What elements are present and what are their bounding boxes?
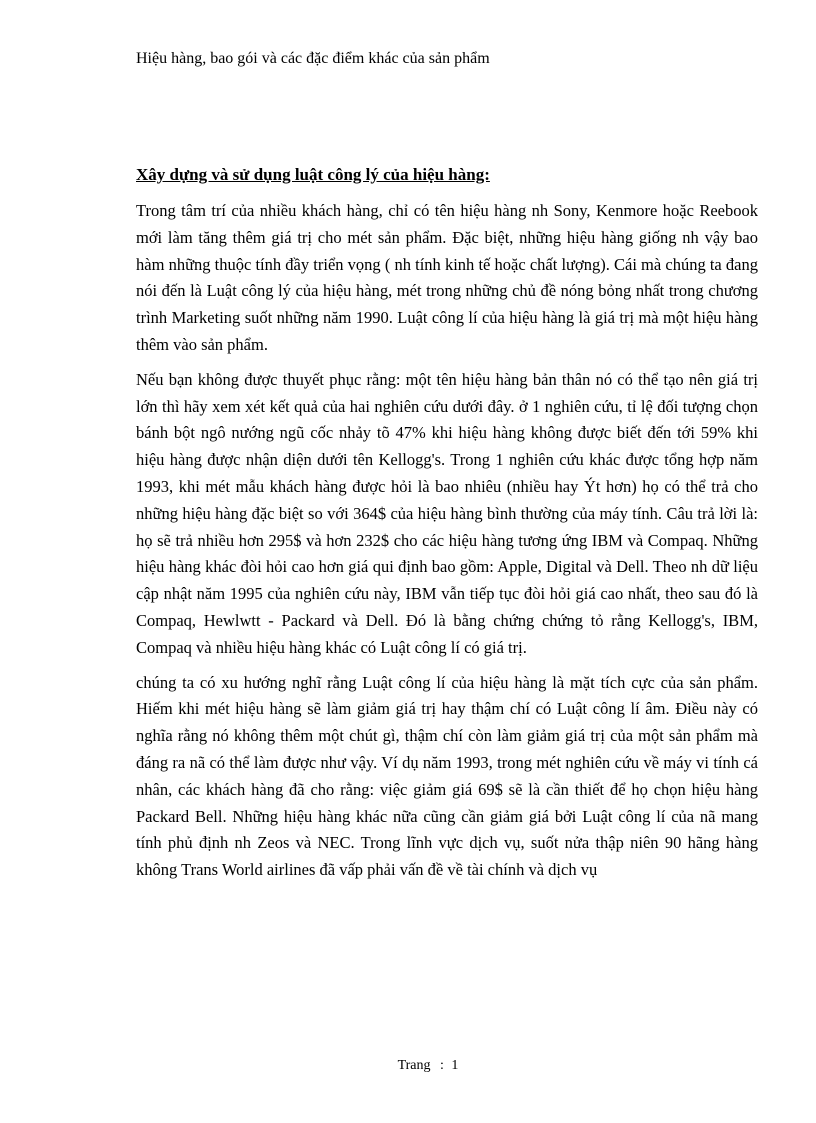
paragraph-1: Trong tâm trí của nhiều khách hàng, chỉ có tên hiệu hàng nh Sony, Kenmore hoặc Reebook mới làm tăng thêm giá trị cho mét sản phẩm. Đặc biệt, những hiệu hàng giống nh vậy bao hàm những thuộc tính đầy triển vọng ( nh tính kinh tế hoặc chất lượng). Cái mà chúng ta đang nói đến là Luật công lý của hiệu hàng, mét trong những chủ đề nóng bỏng nhất trong chương trình Marketing suốt những năm 1990. Luật công lí của hiệu hàng là giá trị mà một hiệu hàng thêm vào sản phẩm. xyxy=(136,201,758,354)
page-label: Trang xyxy=(397,1058,431,1073)
paragraph-3: chúng ta có xu hướng nghĩ rằng Luật công lí của hiệu hàng là mặt tích cực của sản phẩm. Hiếm khi mét hiệu hàng sẽ làm giảm giá trị hay thậm chí có Luật công lí âm. Điều này có nghĩa rằng nó không thêm một chút gì, thậm chí còn làm giảm giá trị của một sản phẩm mà đáng ra nã có thể làm được như vậy. Ví dụ năm 1993, trong mét nghiên cứu về máy vi tính cá nhân, các khách hàng đã cho rằng: việc giảm giá 69$ sẽ là cần thiết để họ chọn hiệu hàng Packard Bell. Những hiệu hàng khác nữa cũng cần giảm giá bởi Luật công lí của nã mang tính phủ định nh Zeos và NEC. Trong lĩnh vực dịch vụ, suốt nửa thập niên 90 hãng hàng không Trans World airlines đã vấp phải vấn đề về tài chính và dịch vụ xyxy=(136,672,758,880)
page-separator: : xyxy=(440,1058,444,1073)
page-content xyxy=(136,162,758,892)
page-footer xyxy=(0,1058,816,1074)
page-number: 1 xyxy=(451,1058,459,1073)
section-heading: Xây dựng và sử dụng luật công lý của hiệu hàng: xyxy=(136,165,490,184)
page-header: Hiệu hàng, bao gói và các đặc điểm khác của sản phẩm xyxy=(136,50,490,67)
paragraph-2: Nếu bạn không được thuyết phục rằng: một tên hiệu hàng bản thân nó có thể tạo nên giá trị lớn thì hãy xem xét kết quả của hai nghiên cứu dưới đây. ở 1 nghiên cứu, tỉ lệ đối tượng chọn bánh bột ngô nướng ngũ cốc nhảy tõ 47% khi hiệu hàng không được biết đến tới 59% khi hiệu hàng được nhận diện dưới tên Kellogg's. Trong 1 nghiên cứu khác được tổng hợp năm 1993, khi mét mẫu khách hàng được hỏi là bao nhiêu (nhiều hay Ýt hơn) họ có thể trả cho những hiệu hàng đặc biệt so với 364$ của hiệu hàng bình thường của máy tính. Câu trả lời là: họ sẽ trả nhiều hơn 295$ và hơn 232$ cho các hiệu hàng tương ứng IBM và Compaq. Những hiệu hàng khác đòi hỏi cao hơn giá qui định bao gồm: Apple, Digital và Dell. Theo nh dữ liệu cập nhật năm 1995 của nghiên cứu này, IBM vẫn tiếp tục đòi hỏi giá cao nhất, theo sau đó là Compaq, Hewlwtt - Packard và Dell. Đó là bằng chứng chứng tỏ rằng Kellogg's, IBM, Compaq và nhiều hiệu hàng khác có Luật công lí có giá trị. xyxy=(136,369,758,657)
